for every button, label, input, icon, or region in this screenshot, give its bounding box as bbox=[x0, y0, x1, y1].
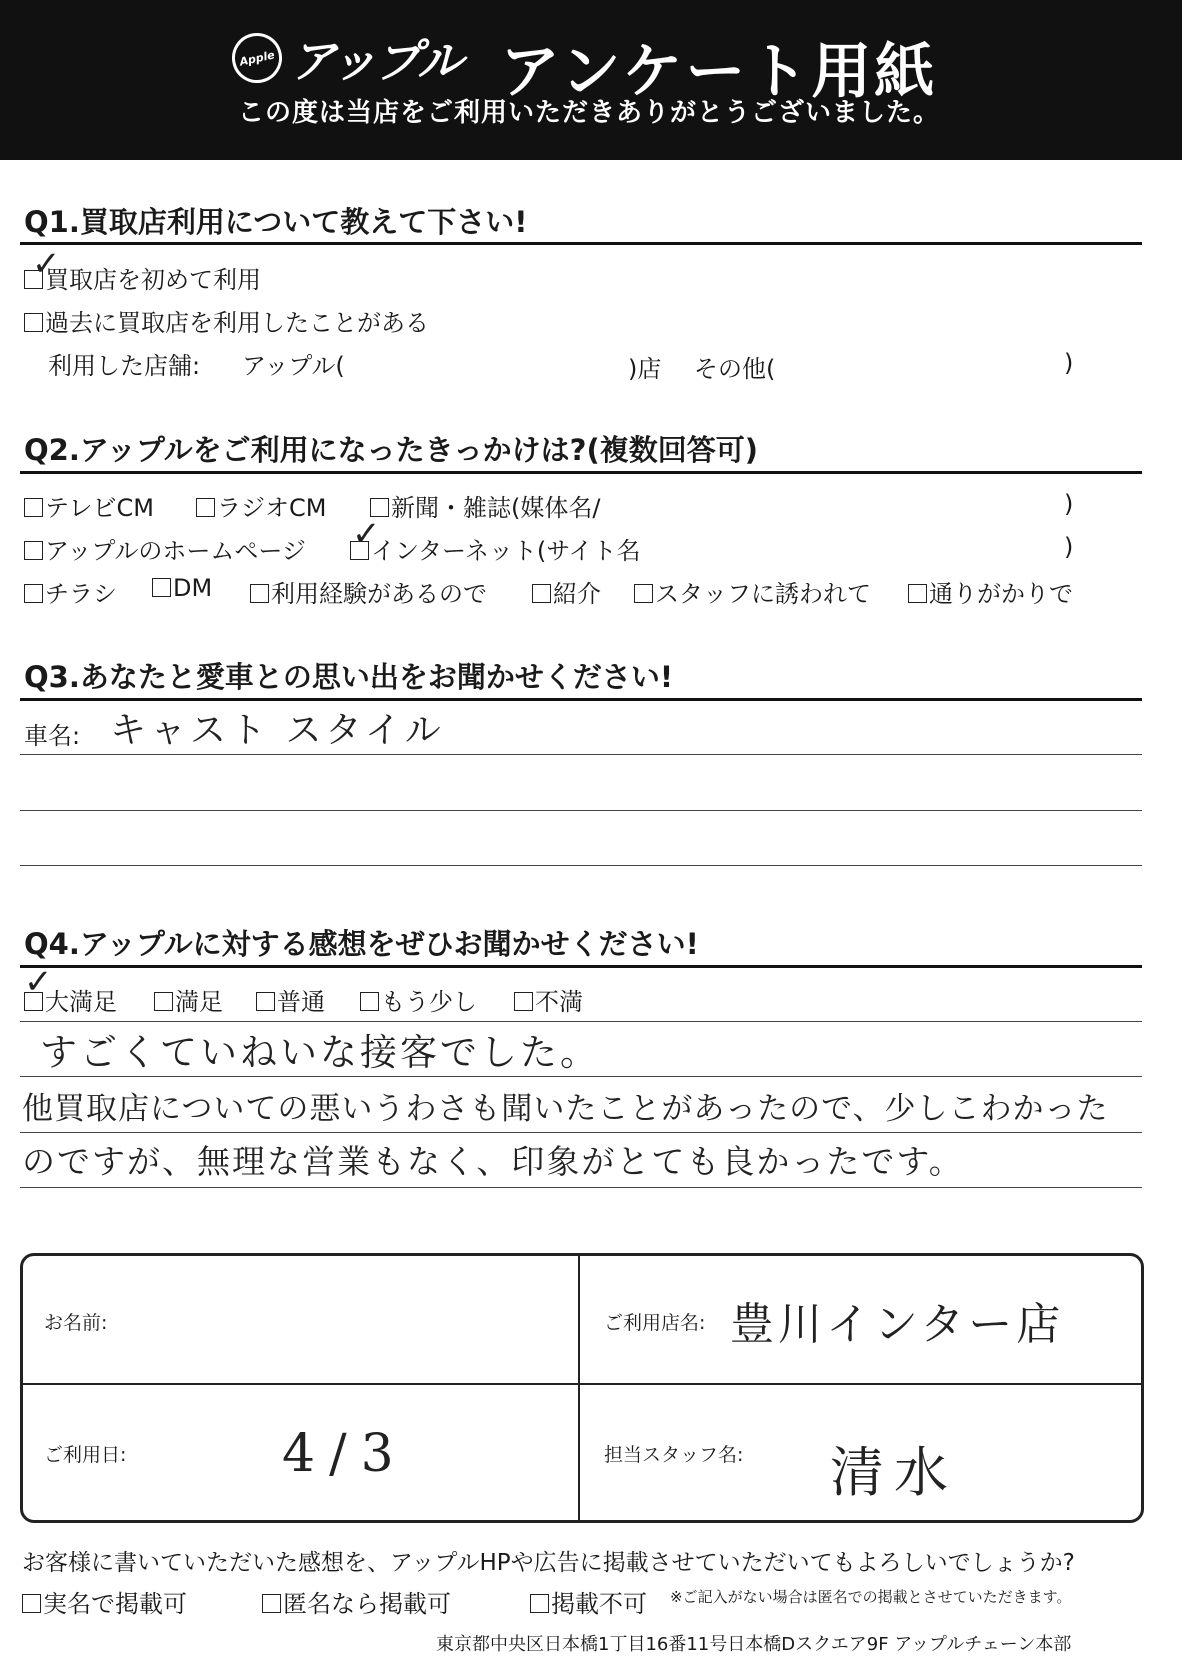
checkbox[interactable] bbox=[152, 578, 171, 597]
q2-option-flyer[interactable] bbox=[24, 574, 117, 609]
check-mark-icon: ✓ bbox=[24, 962, 53, 1002]
checkbox[interactable] bbox=[24, 541, 43, 560]
q3-car-label: 車名: bbox=[24, 722, 81, 750]
checkbox[interactable] bbox=[908, 584, 927, 603]
company-address: 東京都中央区日本橋1丁目16番11号日本橋Dスクエア9F アップルチェーン本部 bbox=[436, 1634, 1072, 1655]
option-label: 紹介 bbox=[553, 580, 601, 608]
option-label: 通りがかりで bbox=[929, 580, 1073, 608]
q1-title: Q1.買取店利用について教えて下さい! bbox=[24, 205, 528, 239]
q3-writing-line bbox=[20, 754, 1142, 755]
q2-option-staff[interactable] bbox=[634, 574, 871, 609]
option-label: インターネット(サイト名 bbox=[371, 537, 641, 565]
option-label: 満足 bbox=[175, 988, 223, 1016]
staff-label: 担当スタッフ名: bbox=[604, 1444, 744, 1466]
staff-value[interactable]: 清水 bbox=[830, 1441, 958, 1504]
option-label: 買取店を初めて利用 bbox=[45, 266, 261, 294]
q4-option-a-bit-more[interactable] bbox=[360, 982, 477, 1017]
option-label: テレビCM bbox=[45, 494, 154, 522]
checkbox[interactable] bbox=[24, 313, 43, 332]
q4-divider bbox=[20, 965, 1142, 968]
q2-option-homepage[interactable] bbox=[24, 531, 306, 566]
publish-permission-question: お客様に書いていただいた感想を、アップルHPや広告に掲載させていただいてもよろしいでしょうか? bbox=[22, 1550, 1075, 1576]
q1-store-apple: アップル( bbox=[242, 352, 345, 380]
q2-option-referral[interactable] bbox=[532, 574, 601, 609]
checkbox[interactable] bbox=[24, 498, 43, 517]
check-mark-icon: ✓ bbox=[32, 244, 61, 284]
q1-store-close: ) bbox=[1064, 349, 1074, 377]
q2-option-passing[interactable] bbox=[908, 574, 1073, 609]
q2-option-dm[interactable] bbox=[152, 574, 212, 602]
q4-writing-line bbox=[20, 1132, 1142, 1133]
q4-option-normal[interactable] bbox=[256, 982, 325, 1017]
q3-car-name[interactable]: キャスト スタイル bbox=[110, 710, 445, 751]
q1-store-suffix: )店 bbox=[628, 355, 662, 383]
q4-option-dissatisfied[interactable] bbox=[514, 982, 583, 1017]
publish-note: ※ご記入がない場合は匿名での掲載とさせていただきます。 bbox=[670, 1588, 1072, 1606]
checkbox[interactable] bbox=[360, 992, 379, 1011]
option-label: 大満足 bbox=[45, 988, 117, 1016]
q2-option-radio[interactable] bbox=[196, 488, 326, 523]
publish-option-real-name[interactable] bbox=[22, 1584, 187, 1619]
q1-divider bbox=[20, 242, 1142, 245]
checkbox[interactable] bbox=[514, 992, 533, 1011]
option-label: 掲載不可 bbox=[551, 1590, 647, 1618]
option-label: チラシ bbox=[45, 580, 117, 608]
q2-option-newspaper[interactable] bbox=[370, 488, 600, 523]
checkbox[interactable] bbox=[154, 992, 173, 1011]
checkbox[interactable] bbox=[24, 584, 43, 603]
apple-logo bbox=[232, 28, 461, 88]
q1-store-label: 利用した店舗: bbox=[48, 352, 201, 380]
q1-store-other: その他( bbox=[694, 355, 776, 383]
option-label: もう少し bbox=[381, 988, 477, 1016]
checkbox[interactable] bbox=[262, 1594, 281, 1613]
checkbox[interactable] bbox=[634, 584, 653, 603]
checkbox[interactable] bbox=[256, 992, 275, 1011]
option-label: 普通 bbox=[277, 988, 325, 1016]
form-title: アンケート用紙 bbox=[500, 37, 938, 107]
option-label: 利用経験があるので bbox=[271, 580, 487, 608]
option-label: アップルのホームページ bbox=[45, 537, 306, 565]
q3-title: Q3.あなたと愛車との思い出をお聞かせください! bbox=[24, 660, 674, 694]
publish-option-anonymous[interactable] bbox=[262, 1584, 451, 1619]
q2-title: Q2.アップルをご利用になったきっかけは?(複数回答可) bbox=[24, 433, 758, 467]
checkbox[interactable] bbox=[250, 584, 269, 603]
q2-option-experience[interactable] bbox=[250, 574, 487, 609]
option-label: 匿名なら掲載可 bbox=[283, 1590, 451, 1618]
q4-comment-line-3[interactable]: のですが、無理な営業もなく、印象がとても良かったです。 bbox=[22, 1142, 964, 1181]
q2-option-tv[interactable] bbox=[24, 488, 154, 523]
q4-option-satisfied[interactable] bbox=[154, 982, 223, 1017]
q4-comment-line-2[interactable]: 他買取店についての悪いうわさも聞いたことがあったので、少しこわかった bbox=[22, 1091, 1109, 1127]
q4-writing-line bbox=[20, 1187, 1142, 1188]
option-label: DM bbox=[173, 574, 213, 602]
option-label: ラジオCM bbox=[217, 494, 327, 522]
checkbox[interactable] bbox=[196, 498, 215, 517]
check-mark-icon: ✓ bbox=[352, 514, 381, 554]
date-label: ご利用日: bbox=[44, 1444, 127, 1466]
logo-wordmark: アップル bbox=[290, 34, 461, 88]
store-label: ご利用店名: bbox=[604, 1312, 706, 1334]
q3-writing-line bbox=[20, 810, 1142, 811]
q2-internet-close: ) bbox=[1064, 533, 1074, 561]
option-label: 過去に買取店を利用したことがある bbox=[45, 309, 429, 337]
form-subtitle: この度は当店をご利用いただきありがとうございました。 bbox=[238, 98, 941, 128]
q3-writing-line bbox=[20, 865, 1142, 866]
info-horizontal-divider bbox=[20, 1383, 1144, 1385]
option-label: 不満 bbox=[535, 988, 583, 1016]
option-label: 実名で掲載可 bbox=[43, 1590, 187, 1618]
q4-title: Q4.アップルに対する感想をぜひお聞かせください! bbox=[24, 927, 699, 961]
logo-badge: Apple bbox=[227, 28, 286, 87]
q2-newspaper-close: ) bbox=[1064, 490, 1074, 518]
publish-option-not-allowed[interactable] bbox=[530, 1584, 647, 1619]
q3-divider bbox=[20, 698, 1142, 701]
q4-writing-line bbox=[20, 1076, 1142, 1077]
checkbox[interactable] bbox=[530, 1594, 549, 1613]
info-vertical-divider bbox=[578, 1253, 580, 1523]
name-label: お名前: bbox=[44, 1312, 108, 1334]
checkbox[interactable] bbox=[532, 584, 551, 603]
checkbox[interactable] bbox=[22, 1594, 41, 1613]
option-label: 新聞・雑誌(媒体名/ bbox=[391, 494, 601, 522]
date-value[interactable]: 4/3 bbox=[282, 1424, 408, 1484]
q4-comment-line-1[interactable]: すごくていねいな接客でした。 bbox=[40, 1031, 600, 1074]
q1-option-used-before[interactable] bbox=[24, 303, 429, 338]
option-label: スタッフに誘われて bbox=[655, 580, 871, 608]
q2-divider bbox=[20, 471, 1142, 474]
store-value[interactable]: 豊川インター店 bbox=[730, 1299, 1065, 1350]
q2-option-internet[interactable] bbox=[350, 531, 641, 566]
